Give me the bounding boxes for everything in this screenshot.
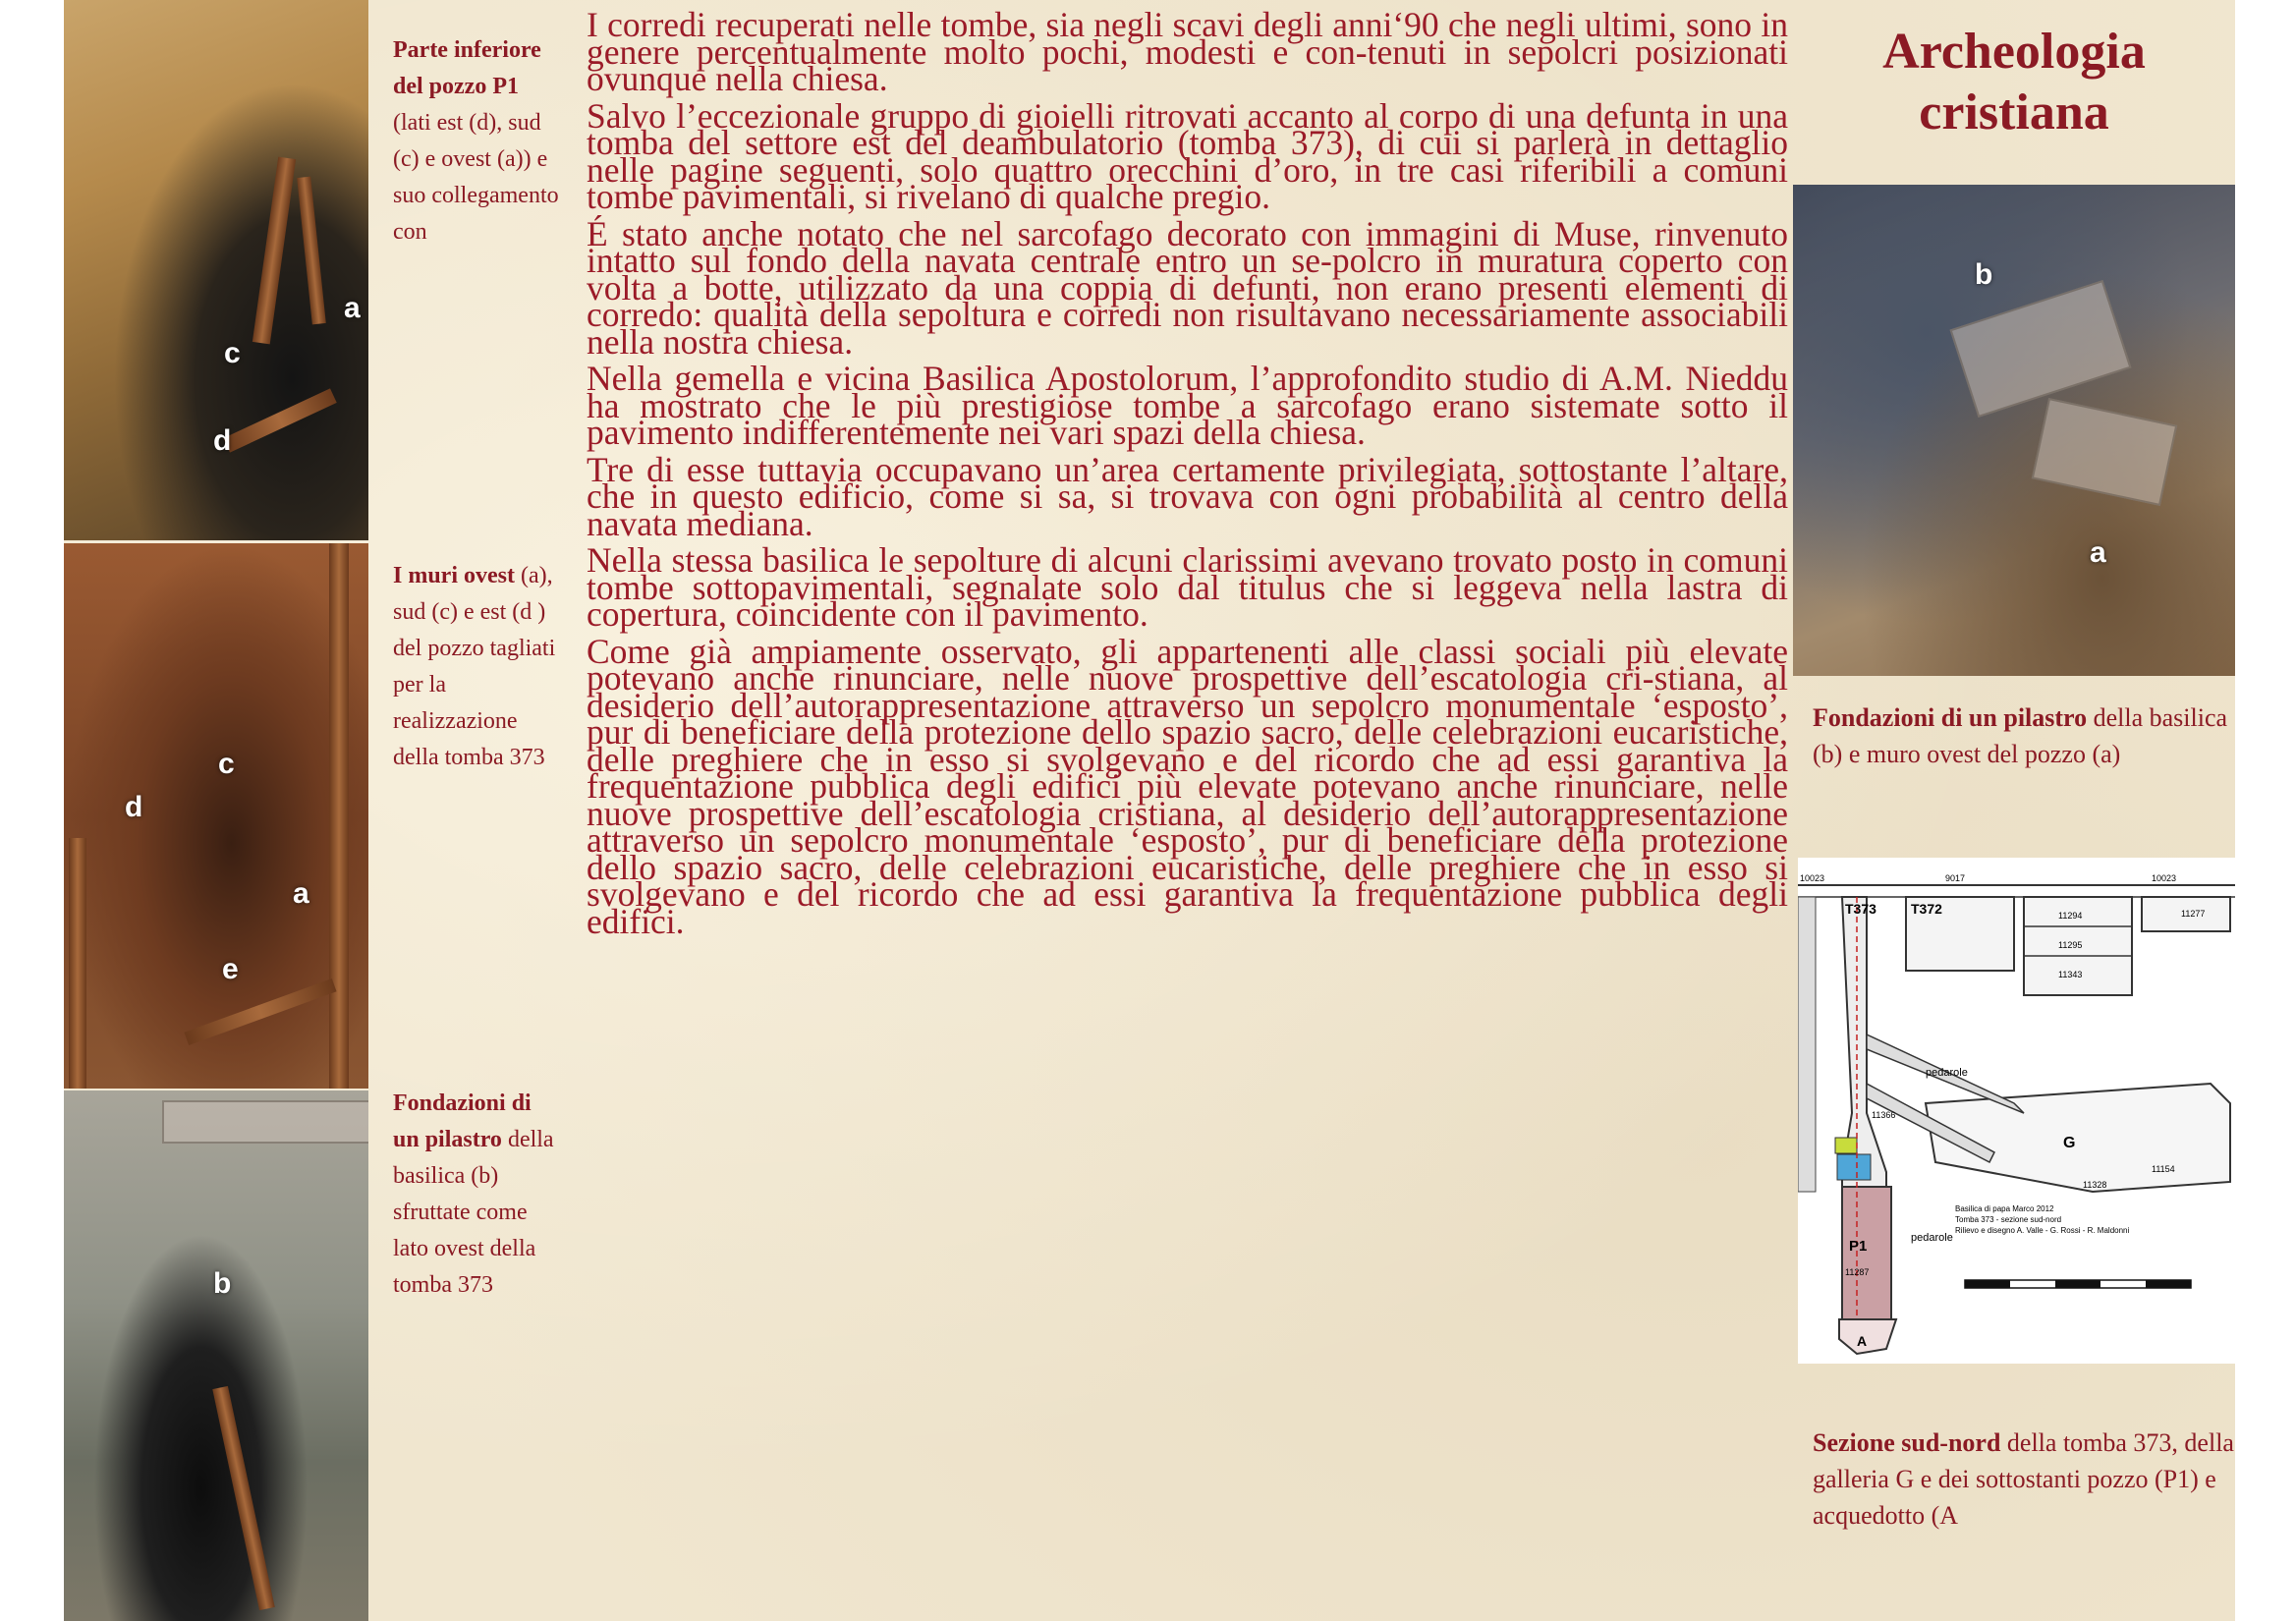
main-article (587, 5, 1788, 945)
photo-label: d (125, 791, 143, 823)
caption-bold: Fondazioni di un pilastro (393, 1090, 532, 1152)
pipe-shape (252, 157, 296, 345)
paragraph: Come già ampiamente osservato, gli appartenenti alle classi sociali più elevate potevano anche rinunciare, nelle nuove prospettive dell’escatologia cri-stiana, al desiderio dell’autorappresentazione attraverso un sepolcro monumentale ‘esposto’, pur di beneficiare della protezione dello spazio sacro, delle celebrazioni eucaristiche, delle preghiere che in esso si svolgevano e del ricordo che ad essi garantiva la frequentazione pubblica degli edifici più elevate potevano anche rinunciare, nelle nuove prospettive dell’escatologia cristiana, al desiderio dell’autorappresentazione attraverso un sepolcro monumentale ‘esposto’, pur di beneficiare della protezione dello spazio sacro, delle celebrazioni eucaristiche, delle preghiere che in esso si svolgevano e del ricordo che ad essi garantiva la frequentazione pubblica degli edifici. (587, 631, 1788, 941)
photo-label: a (344, 292, 361, 324)
caption-section-drawing (1813, 1425, 2235, 1534)
label-t372: T372 (1911, 901, 1942, 917)
label-number: 11366 (1872, 1110, 1896, 1120)
title-line: Archeologia (1882, 24, 2146, 80)
photo-label: c (224, 337, 241, 369)
scale-bar-segment (1965, 1280, 2010, 1288)
paragraph: Salvo l’eccezionale gruppo di gioielli ritrovati accanto al corpo di una defunta in una tomba del settore est del deambulatorio (tomba 373), di cui si parlerà in dettaglio nelle pagine seguenti, solo quattro orecchini d’oro, in tre casi riferibili a comuni tombe pavimentali, si rivelano di qualche pregio. (587, 95, 1788, 216)
label-gallery-g: G (2063, 1135, 2076, 1151)
label-pedarole: pedarole (1911, 1232, 1953, 1244)
label-number: 11328 (2083, 1180, 2107, 1190)
pipe-shape (223, 388, 337, 452)
photo-label: b (1975, 258, 1993, 291)
photo-label: e (222, 953, 239, 985)
pipe-shape (184, 978, 336, 1045)
paragraph: Nella stessa basilica le sepolture di alcuni clarissimi avevano trovato posto in comuni tombe sottopavimentali, segnalate solo dal titulus che si leggeva nella lastra di copertura, coincidente con il pavimento. (587, 540, 1788, 634)
metal-frame-shape (162, 1100, 368, 1144)
photo-pillar-and-wall (1793, 185, 2235, 676)
label-number: 10023 (2152, 873, 2177, 883)
section-drawing (1798, 858, 2235, 1364)
label-a: A (1857, 1333, 1868, 1349)
label-number: 11277 (2181, 909, 2206, 919)
caption-pillar-foundation (393, 1086, 562, 1304)
photo-label: b (213, 1267, 232, 1300)
caption-text: (a), sud (c) e est (d ) del pozzo tagliati per la realizzazione della tomba 373 (393, 563, 556, 770)
legend-line: Basilica di papa Marco 2012 (1955, 1204, 2054, 1213)
scale-bar-segment (2055, 1280, 2100, 1288)
label-number: 11295 (2058, 940, 2083, 950)
caption-bold: Fondazioni di un pilastro (1813, 703, 2088, 732)
label-pedarole: pedarole (1926, 1067, 1968, 1079)
label-number: 10023 (1800, 873, 1825, 883)
scale-bar-segment (2146, 1280, 2191, 1288)
caption-text: della tomba 373, della galleria G e dei sottostanti pozzo (P1) e acquedotto (A (1813, 1428, 2234, 1530)
paragraph: I corredi recuperati nelle tombe, sia negli scavi degli anni‘90 che negli ultimi, sono in genere percentualmente molto pochi, modesti e con-tenuti in sepolcri posizionati ovunque nella chiesa. (587, 5, 1788, 98)
photo-label: d (213, 424, 232, 457)
caption-bold: I muri ovest (393, 563, 515, 588)
caption-bold: Sezione sud-nord (1813, 1428, 2001, 1457)
caption-text: (lati est (d), sud (c) e ovest (a)) e suo collegamento con (393, 110, 559, 245)
label-p1: P1 (1849, 1238, 1868, 1255)
legend-line: Tomba 373 - sezione sud-nord (1955, 1215, 2062, 1224)
photo-label: c (218, 748, 235, 780)
label-number: 11343 (2058, 970, 2083, 979)
caption-text: della basilica (b) sfruttate come lato ovest della tomba 373 (393, 1127, 554, 1298)
title-line: cristiana (1919, 84, 2109, 140)
ladder-shape (212, 1386, 274, 1610)
tomb-373-marker (1835, 1138, 1857, 1153)
stone-block-shape (2032, 398, 2178, 506)
pipe-shape (297, 177, 326, 325)
caption-well-walls (393, 558, 562, 776)
photo-well-walls (64, 543, 368, 1089)
photo-pillar-foundation (64, 1090, 368, 1621)
pipe-shape (329, 543, 349, 1089)
label-number: 11154 (2152, 1164, 2175, 1174)
pipe-shape (69, 838, 86, 1089)
page-title (1798, 22, 2230, 143)
label-number: 11294 (2058, 911, 2083, 921)
label-number: 9017 (1945, 873, 1966, 883)
label-t373: T373 (1845, 901, 1876, 917)
caption-well-p1 (393, 32, 562, 251)
caption-pillar-and-wall (1813, 699, 2235, 772)
photo-label: a (293, 877, 309, 910)
caption-text: della basilica (b) e muro ovest del pozzo (a) (1813, 703, 2228, 768)
stone-block-shape (1949, 280, 2131, 418)
tomb-373-marker (1837, 1154, 1871, 1180)
paragraph: Nella gemella e vicina Basilica Apostolorum, l’approfondito studio di A.M. Nieddu ha mostrato che le più prestigiose tombe a sarcofago erano sistemate sotto il pavimento indifferentemente nei vari spazi della chiesa. (587, 359, 1788, 452)
paragraph: É stato anche notato che nel sarcofago decorato con immagini di Muse, rinvenuto intatto sul fondo della navata centrale entro un se-polcro in muratura coperto con volta a botte, utilizzato da una coppia di defunti, non erano presenti elementi di corredo: qualità della sepoltura e corredi non risultavano necessariamente associabili nella nostra chiesa. (587, 213, 1788, 362)
label-number: 11287 (1845, 1267, 1870, 1277)
hatch-area (1798, 897, 1816, 1192)
photo-well-p1 (64, 0, 368, 540)
photo-label: a (2090, 536, 2106, 569)
caption-bold: Parte inferiore del pozzo P1 (393, 37, 541, 99)
paragraph: Tre di esse tuttavia occupavano un’area certamente privilegiata, sottostante l’altare, che in questo edificio, come si sa, si trovava con ogni probabilità al centro della navata mediana. (587, 449, 1788, 543)
section-svg (1798, 858, 2235, 1364)
legend-line: Rilievo e disegno A. Valle - G. Rossi - R. Maldonni (1955, 1226, 2130, 1235)
